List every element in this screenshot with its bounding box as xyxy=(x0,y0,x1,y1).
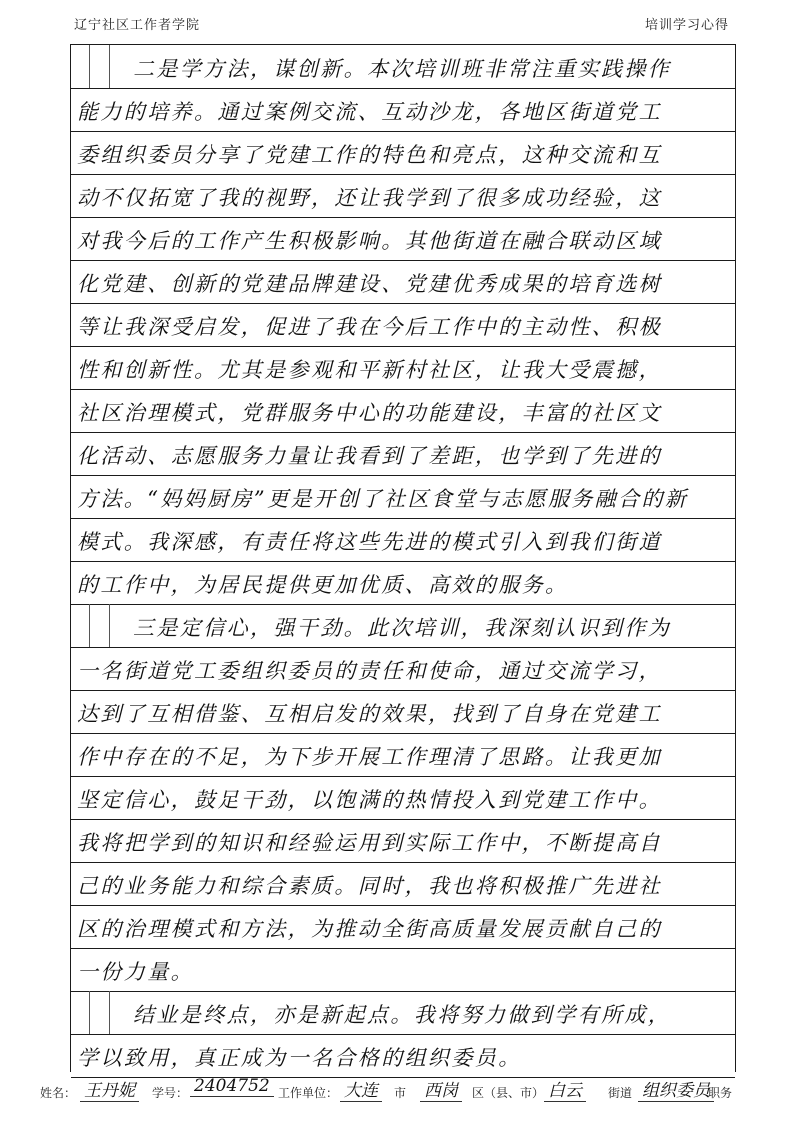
line-text: 二是学方法，谋创新。本次培训班非常注重实践操作 xyxy=(133,57,672,81)
line-text: 己的业务能力和综合素质。同时，我也将积极推广先进社 xyxy=(77,874,662,898)
line-text: 我将把学到的知识和经验运用到实际工作中，不断提高自 xyxy=(77,831,662,855)
city-suffix: 市 xyxy=(394,1086,407,1100)
line-text: 方法。“妈妈厨房”更是开创了社区食堂与志愿服务融合的新 xyxy=(77,487,689,511)
line-text: 等让我深受启发，促进了我在今后工作中的主动性、积极 xyxy=(77,315,662,339)
line-text: 三是定信心，强干劲。此次培训，我深刻认识到作为 xyxy=(133,616,672,640)
district-suffix: 区（县、市） xyxy=(472,1086,545,1100)
indent-guide xyxy=(109,45,110,88)
work-unit-label: 工作单位： xyxy=(278,1086,339,1100)
indent-guide xyxy=(109,991,110,1034)
line-text: 化活动、志愿服务力量让我看到了差距，也学到了先进的 xyxy=(77,444,662,468)
line-text: 委组织委员分享了党建工作的特色和亮点，这种交流和互 xyxy=(77,143,662,167)
indent-guide xyxy=(89,45,90,88)
line-text: 作中存在的不足，为下步开展工作理清了思路。让我更加 xyxy=(77,745,662,769)
line-text: 社区治理模式，党群服务中心的功能建设，丰富的社区文 xyxy=(77,401,662,425)
text-line xyxy=(71,303,735,347)
text-line xyxy=(71,905,735,949)
text-line xyxy=(71,819,735,863)
student-id-value: 2404752 xyxy=(190,1076,274,1097)
line-text: 化党建、创新的党建品牌建设、党建优秀成果的培育选树 xyxy=(77,272,662,296)
document-type: 培训学习心得 xyxy=(644,18,729,33)
page-header xyxy=(0,0,799,44)
text-line xyxy=(71,260,735,304)
line-text: 一份力量。 xyxy=(77,960,194,984)
street-value: 白云 xyxy=(544,1076,586,1102)
line-text: 学以致用，真正成为一名合格的组织委员。 xyxy=(77,1046,522,1070)
line-text: 坚定信心，鼓足干劲，以饱满的热情投入到党建工作中。 xyxy=(77,788,662,812)
city-value: 大连 xyxy=(340,1076,382,1102)
position-value: 组织委员 xyxy=(638,1076,714,1102)
text-line xyxy=(71,604,735,648)
student-id-label: 学号： xyxy=(152,1086,189,1100)
line-text: 性和创新性。尤其是参观和平新村社区，让我大受震撼， xyxy=(77,358,662,382)
text-line xyxy=(71,518,735,562)
line-text: 区的治理模式和方法，为推动全街高质量发展贡献自己的 xyxy=(77,917,662,941)
street-suffix: 街道 xyxy=(608,1086,633,1100)
text-line xyxy=(71,88,735,132)
indent-guide xyxy=(89,991,90,1034)
text-line xyxy=(71,174,735,218)
text-line xyxy=(71,217,735,261)
text-line xyxy=(71,776,735,820)
ruled-writing-sheet xyxy=(70,44,736,1072)
signature-footer xyxy=(40,1076,760,1106)
org-name: 辽宁社区工作者学院 xyxy=(74,18,201,33)
line-text: 达到了互相借鉴、互相启发的效果，找到了自身在党建工 xyxy=(77,702,662,726)
text-line xyxy=(71,1034,735,1078)
text-line xyxy=(71,346,735,390)
name-label: 姓名： xyxy=(40,1086,77,1100)
name-value: 王丹妮 xyxy=(80,1076,139,1102)
text-line xyxy=(71,45,735,89)
line-text: 结业是终点，亦是新起点。我将努力做到学有所成， xyxy=(133,1003,672,1027)
text-line xyxy=(71,690,735,734)
district-value: 西岗 xyxy=(420,1076,462,1102)
line-text: 能力的培养。通过案例交流、互动沙龙，各地区街道党工 xyxy=(77,100,662,124)
text-line xyxy=(71,991,735,1035)
text-line xyxy=(71,948,735,992)
line-text: 对我今后的工作产生积极影响。其他街道在融合联动区域 xyxy=(77,229,662,253)
line-text: 一名街道党工委组织委员的责任和使命，通过交流学习， xyxy=(77,659,662,683)
text-line xyxy=(71,131,735,175)
position-suffix: 职务 xyxy=(708,1086,733,1100)
text-line xyxy=(71,733,735,777)
line-text: 模式。我深感，有责任将这些先进的模式引入到我们街道 xyxy=(77,530,662,554)
line-text: 的工作中，为居民提供更加优质、高效的服务。 xyxy=(77,573,569,597)
text-line xyxy=(71,561,735,605)
indent-guide xyxy=(109,604,110,647)
text-line xyxy=(71,475,735,519)
text-line xyxy=(71,862,735,906)
text-line xyxy=(71,432,735,476)
text-line xyxy=(71,647,735,691)
indent-guide xyxy=(89,604,90,647)
text-line xyxy=(71,389,735,433)
line-text: 动不仅拓宽了我的视野，还让我学到了很多成功经验，这 xyxy=(77,186,662,210)
